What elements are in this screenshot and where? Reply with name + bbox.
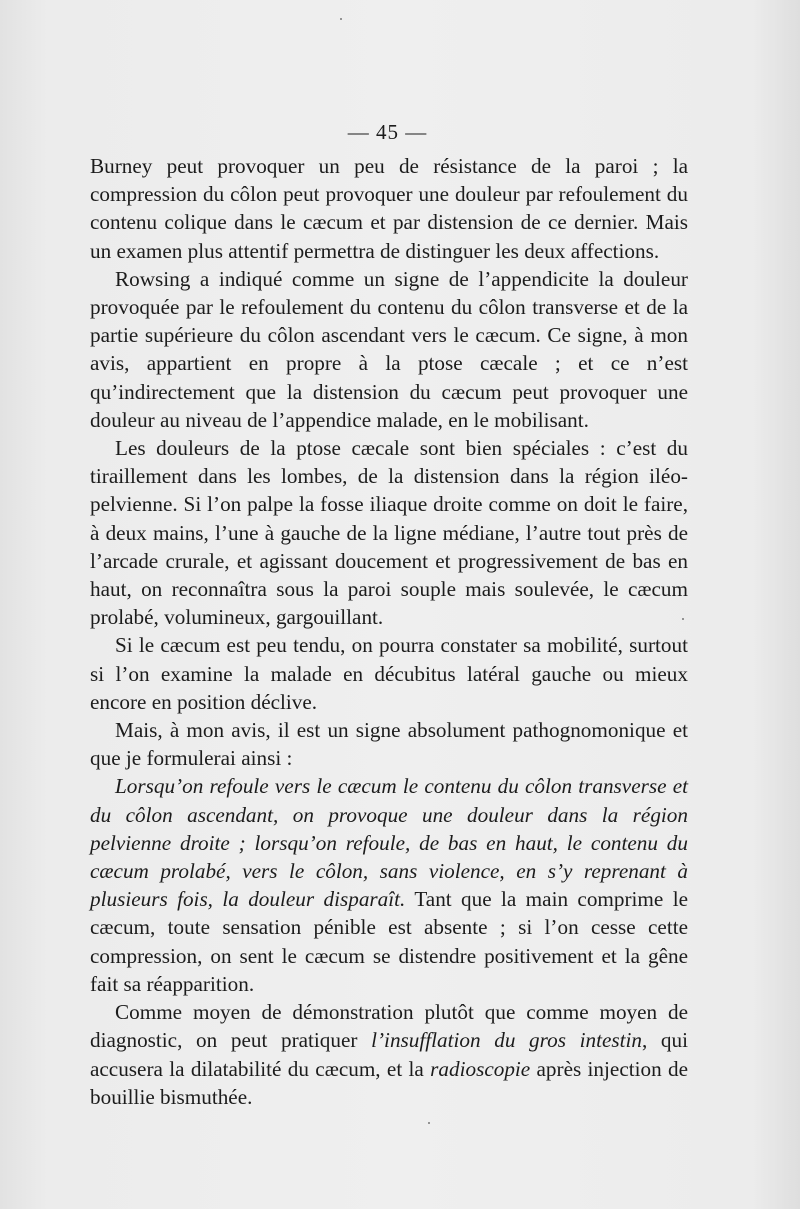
- body-text: [90, 152, 688, 1111]
- paragraph-3: Les douleurs de la ptose cæcale sont bien spéciales : c’est du tiraillement dans les lombes, de la distension dans la région iléo-pelvienne. Si l’on palpe la fosse iliaque droite comme on doit le faire, à deux mains, l’une à gauche de la ligne médiane, l’autre tout près de l’arcade crurale, et agissant doucement et progressivement de bas en haut, on reconnaîtra sous la paroi souple mais soulevée, le cæcum prolabé, volumineux, gargouillant.: [90, 436, 688, 630]
- page-number: — 45 —: [347, 120, 428, 144]
- paper-speck: [428, 1122, 430, 1124]
- paragraph-6-text: Tant que la main comprime le cæcum, toute sensation pénible est absente ; si l’on cesse cette compression, on sent le cæcum se distendre positivement et la gêne fait sa réapparition.: [90, 887, 688, 996]
- italic-radioscopie: radioscopie: [430, 1056, 531, 1081]
- paragraph-7-text-middle: , qui accusera la dilatabilité du cæcum, et la: [90, 1028, 688, 1081]
- paragraph-5: Mais, à mon avis, il est un signe absolument pathognomonique et que je formulerai ainsi :: [90, 718, 688, 771]
- paragraph-7: [90, 998, 688, 1111]
- paragraph-6: [90, 772, 688, 998]
- paper-speck: [340, 18, 342, 20]
- italic-insufflation: l’insufflation du gros intestin: [371, 1028, 642, 1053]
- paragraph-4: Si le cæcum est peu tendu, on pourra constater sa mobilité, surtout si l’on examine la malade en décubitus latéral gauche ou mieux encore en position déclive.: [90, 633, 688, 714]
- paragraph-2: Rowsing a indiqué comme un signe de l’appendicite la douleur provoquée par le refoulement du contenu du côlon transverse et de la partie supérieure du côlon ascendant vers le cæcum. Ce signe, à mon avis, appartient en propre à la ptose cæcale ; et ce n’est qu’indirectement que la distension du cæcum peut provoquer une douleur au niveau de l’appendice malade, en le mobilisant.: [90, 266, 688, 432]
- paragraph-1: Burney peut provoquer un peu de résistance de la paroi ; la compression du côlon peut provoquer une douleur par refoulement du contenu colique dans le cæcum et par distension de ce dernier. Mais un examen plus attentif permettra de distinguer les deux affections.: [90, 154, 688, 263]
- italic-sign-statement: Lorsqu’on refoule vers le cæcum le contenu du côlon transverse et du côlon ascendant, on provoque une douleur dans la région pelvienne droite ; lorsqu’on refoule, de bas en haut, le contenu du cæcum prolabé, vers le côlon, sans violence, en s’y reprenant à plusieurs fois, la douleur disparaît.: [90, 774, 688, 912]
- paper-speck: [682, 618, 684, 620]
- paragraph-7-text-after: après injection de bouillie bismuthée.: [90, 1056, 689, 1109]
- paragraph-7-text-before: Comme moyen de démonstration plutôt que comme moyen de diagnostic, on peut pratiquer: [90, 1000, 688, 1053]
